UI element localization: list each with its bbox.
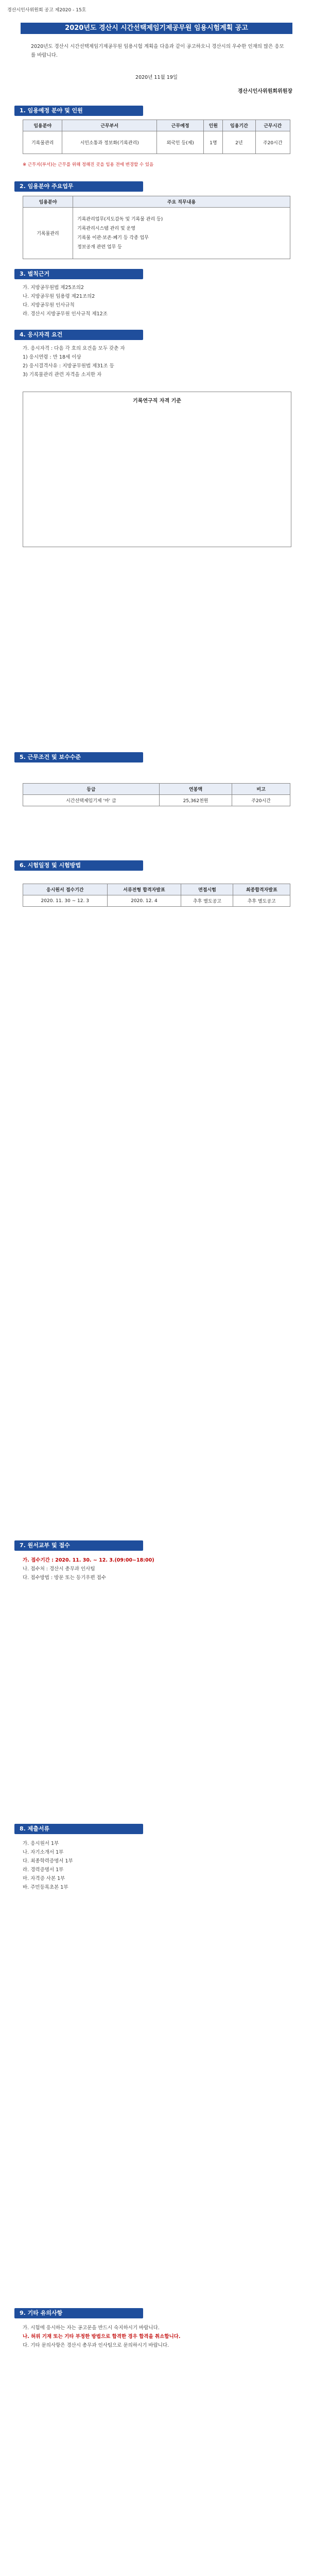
- td: 추후 별도공고: [233, 895, 290, 907]
- th: 등급: [23, 784, 160, 795]
- th: 최종합격자발표: [233, 884, 290, 895]
- td: 25,362천원: [159, 795, 232, 806]
- section-6-title: 6. 시험일정 및 시험방법: [14, 860, 143, 871]
- th: 응시원서 접수기간: [23, 884, 108, 895]
- line: 다. 지방공무원 인사규칙: [23, 302, 75, 308]
- line: 바. 주민등록초본 1부: [23, 1885, 68, 1890]
- section-4-body: [23, 344, 293, 379]
- th: 임용분야: [23, 120, 62, 131]
- line: 2) 응시결격사유 : 지방공무원법 제31조 등: [23, 363, 114, 369]
- th: 서류전형 합격자발표: [107, 884, 181, 895]
- line: 가. 응시원서 1부: [23, 1841, 59, 1846]
- th: 주요 직무내용: [73, 196, 290, 208]
- line: 다. 기타 문의사항은 경산시 총무과 인사팀으로 문의하시기 바랍니다.: [23, 2343, 169, 2348]
- td: 추후 별도공고: [181, 895, 233, 907]
- duty-item: 기록물 이관·보존·폐기 등 각종 업무: [77, 235, 149, 241]
- td: 1명: [204, 131, 223, 154]
- issuer: 경산시인사위원회위원장: [237, 89, 292, 94]
- section-2-title: 2. 임용분야 주요업무: [14, 181, 143, 192]
- line: 3) 기록물관리 관련 자격을 소지한 자: [23, 372, 102, 378]
- td: 외국인 등(제): [156, 131, 203, 154]
- section-7-title: 7. 원서교부 및 접수: [14, 1540, 143, 1551]
- duty-item: 정보공개 관련 업무 등: [77, 244, 122, 250]
- section-3-title: 3. 벌칙근거: [14, 269, 143, 279]
- schedule-table: [23, 884, 290, 907]
- th: 인원: [204, 120, 223, 131]
- th: 면접시험: [181, 884, 233, 895]
- line: 1) 응시연령 : 만 18세 이상: [23, 354, 81, 360]
- th: 비고: [232, 784, 290, 795]
- line: 라. 경력증명서 1부: [23, 1867, 64, 1873]
- line: 나. 허위 기재 또는 기타 부정한 방법으로 합격한 경우 합격을 취소합니다.: [23, 2334, 181, 2340]
- td: 시간선택제임기제 '마' 급: [23, 795, 160, 806]
- td: 2년: [223, 131, 255, 154]
- td: 주20시간: [232, 795, 290, 806]
- th: 근무부서: [62, 120, 157, 131]
- line: 나. 지방공무원 임용령 제21조의2: [23, 294, 95, 299]
- th: 임용분야: [23, 196, 73, 208]
- td: 시민소통과 정보화(기록관리): [62, 131, 157, 154]
- table1-note: ※ 근무지(부서)는 근무를 위해 정해진 곳을 임용 전에 변경할 수 있음: [23, 162, 154, 167]
- box-title: 기록연구직 자격 기준: [133, 398, 181, 404]
- line: 가. 지방공무원법 제25조의2: [23, 285, 84, 291]
- th: 연봉액: [159, 784, 232, 795]
- td: 2020. 12. 4: [107, 895, 181, 907]
- th: 근무시간: [255, 120, 290, 131]
- duty-item: 기록관리시스템 관리 및 운영: [77, 226, 135, 231]
- line: 다. 접수방법 : 방문 또는 등기우편 접수: [23, 1575, 106, 1581]
- line: 가. 시험에 응시하는 자는 공고문을 반드시 숙지하시기 바랍니다.: [23, 2325, 160, 2331]
- td: 주20시간: [255, 131, 290, 154]
- line: 라. 경산시 지방공무원 인사규칙 제12조: [23, 311, 108, 317]
- section-3-body: [23, 283, 293, 318]
- duties-table: [23, 196, 290, 259]
- section-4-title: 4. 응시자격 요건: [14, 330, 143, 340]
- positions-table: [23, 120, 290, 154]
- line: 가. 접수기간 : 2020. 11. 30. ~ 12. 3.(09:00~18:00): [23, 1557, 154, 1563]
- td: 기록물관리: [23, 131, 62, 154]
- section-9-title: 9. 기타 유의사항: [14, 2308, 143, 2318]
- salary-table: [23, 783, 290, 806]
- section-5-title: 5. 근무조건 및 보수수준: [14, 752, 143, 762]
- td: 2020. 11. 30 ~ 12. 3: [23, 895, 108, 907]
- notice-number: 경산시인사위원회 공고 제2020 - 15호: [7, 8, 86, 13]
- intro-text: 2020년도 경산시 시간선택제임기제공무원 임용시험 계획을 다음과 같이 공고하오니 경산시의 우수한 인재의 많은 응모를 바랍니다.: [31, 44, 284, 58]
- th: 임용기간: [223, 120, 255, 131]
- section-1-title: 1. 임용예정 분야 및 인원: [14, 106, 143, 116]
- section-9-body: [23, 2324, 293, 2350]
- td: 기록물관리: [23, 208, 73, 259]
- line: 다. 최종학력증명서 1부: [23, 1858, 73, 1864]
- duty-item: 기록관리업무(지도감독 및 기록물 관리 등): [77, 216, 163, 222]
- line: 나. 자기소개서 1부: [23, 1850, 64, 1855]
- qualification-box: [23, 392, 291, 547]
- line: 마. 자격증 사본 1부: [23, 1876, 65, 1882]
- section-8-body: [23, 1839, 293, 1892]
- th: 근무예정: [156, 120, 203, 131]
- notice-date: 2020년 11월 19일: [135, 75, 178, 80]
- section-8-title: 8. 제출서류: [14, 1824, 143, 1834]
- section-7-body: [23, 1556, 293, 1582]
- line: 나. 접수처 : 경산시 총무과 인사팀: [23, 1566, 95, 1572]
- line: 가. 응시자격 : 다음 각 호의 요건을 모두 갖춘 자: [23, 346, 125, 351]
- page-title: 2020년도 경산시 시간선택제임기제공무원 임용시험계획 공고: [21, 23, 292, 34]
